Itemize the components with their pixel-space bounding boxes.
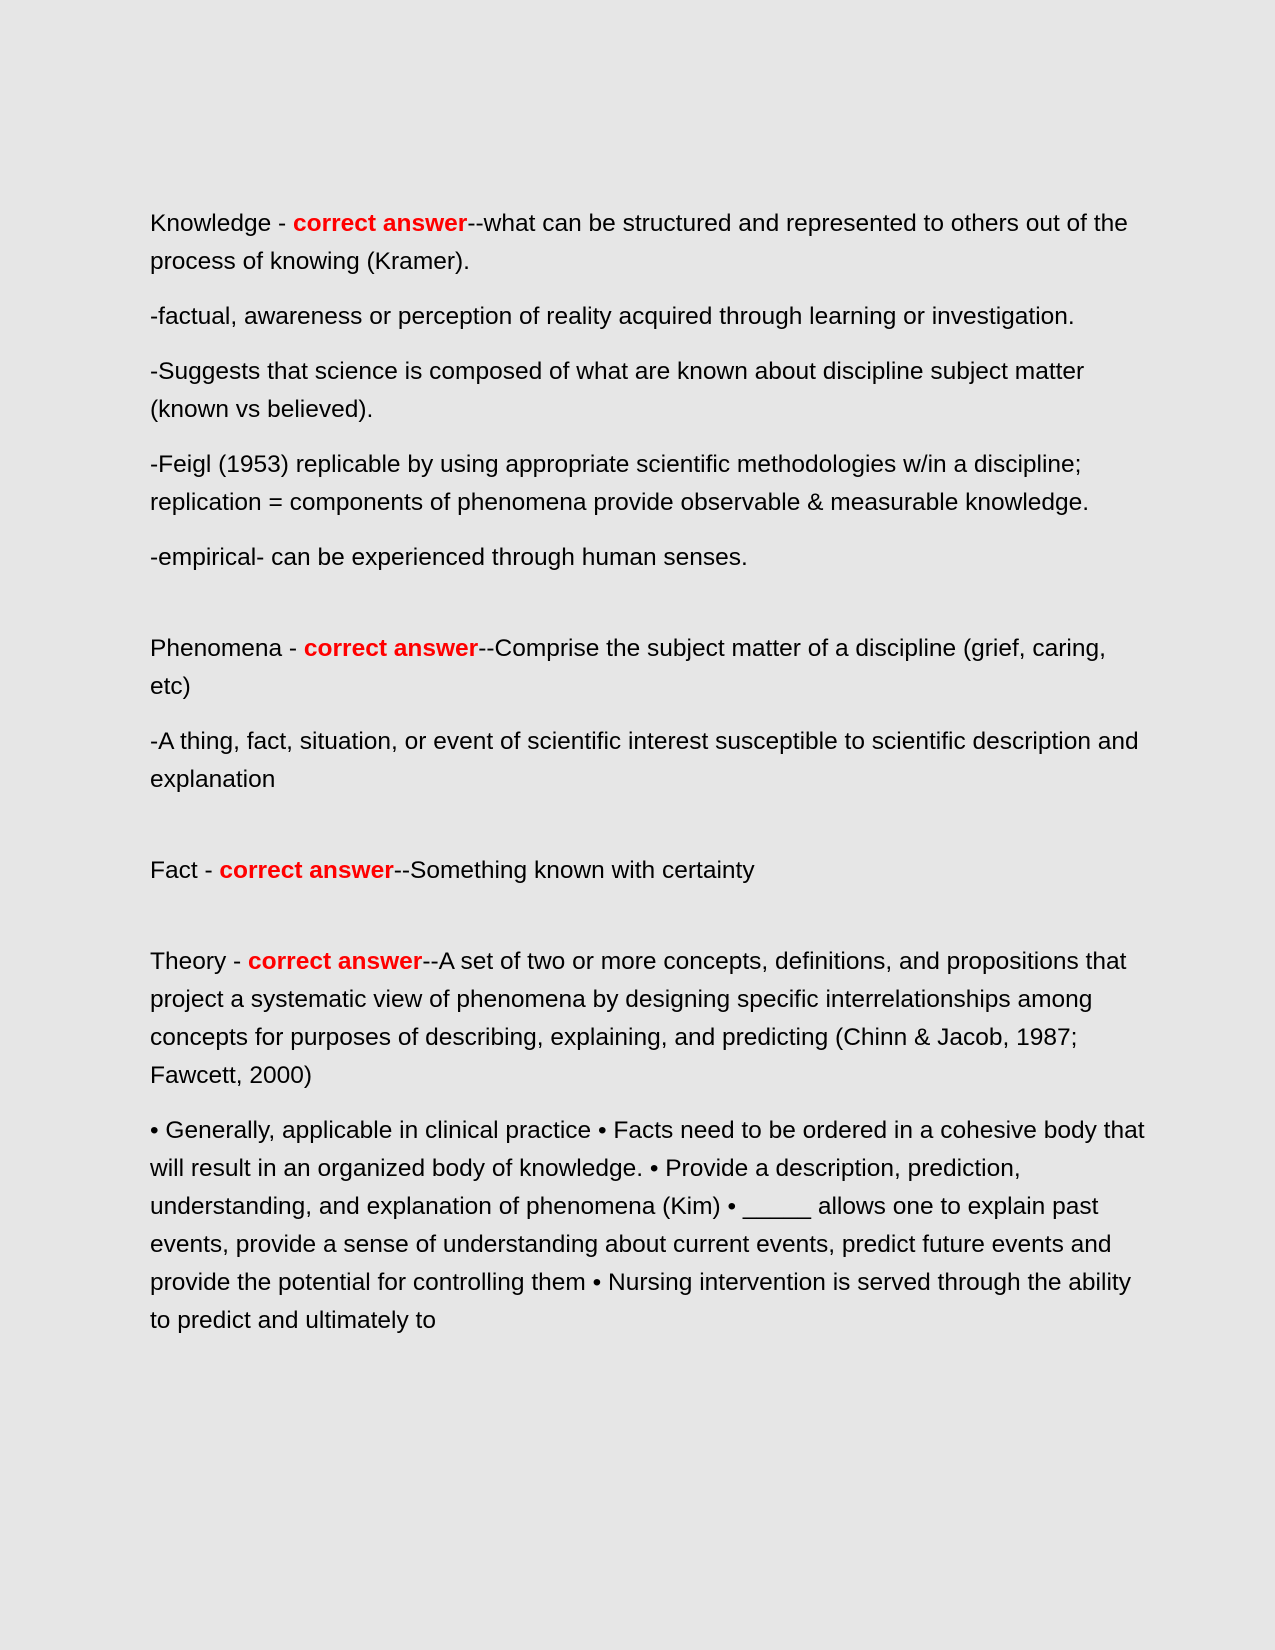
definition-text: --A set of two or more concepts, definitions, and propositions that project a systematic view of phenomena by designing specific interrelationships among concepts for purposes of describing, explaining, and predicting (Chinn & Jacob, 1987; Fawcett, 2000) <box>150 948 1127 1089</box>
entry-theory <box>150 943 1150 1340</box>
definition-text: --Comprise the subject matter of a discipline (grief, caring, etc) <box>150 635 1106 700</box>
entry-definition <box>150 205 1150 281</box>
entry-definition <box>150 630 1150 706</box>
term-label: Theory - <box>150 948 249 975</box>
definition-text: --what can be structured and represented to others out of the process of knowing (Kramer). <box>150 210 1128 275</box>
entry-fact <box>150 852 1150 890</box>
entry-knowledge <box>150 205 1150 577</box>
term-label: Knowledge - <box>150 210 294 237</box>
entry-note: -empirical- can be experienced through human senses. <box>150 544 748 571</box>
answer-label: correct answer <box>219 857 394 884</box>
entry-note: -Suggests that science is composed of what are known about discipline subject matter (known vs believed). <box>150 358 1085 423</box>
definition-text: --Something known with certainty <box>393 857 755 884</box>
entry-note: • Generally, applicable in clinical practice • Facts need to be ordered in a cohesive body that will result in an organized body of knowledge. • Provide a description, prediction, understanding, and explanation of phenomena (Kim) • _____ allows one to explain past events, provide a sense of understanding about current events, predict future events and provide the potential for controlling them • Nursing intervention is served through the ability to predict and ultimately to <box>150 1117 1145 1334</box>
answer-label: correct answer <box>303 635 479 662</box>
entry-definition <box>150 943 1150 1095</box>
answer-label: correct answer <box>248 948 423 975</box>
entry-phenomena <box>150 630 1150 799</box>
document-page <box>150 205 1150 1357</box>
entry-definition <box>150 852 1150 890</box>
entry-note: -Feigl (1953) replicable by using appropriate scientific methodologies w/in a discipline; replication = components of phenomena provide observable & measurable knowledge. <box>150 451 1090 516</box>
term-label: Phenomena - <box>150 635 304 662</box>
entry-note: -factual, awareness or perception of reality acquired through learning or investigation. <box>150 303 1075 330</box>
answer-label: correct answer <box>293 210 468 237</box>
term-label: Fact - <box>150 857 220 884</box>
entry-note: -A thing, fact, situation, or event of scientific interest susceptible to scientific description and explanation <box>150 728 1139 793</box>
